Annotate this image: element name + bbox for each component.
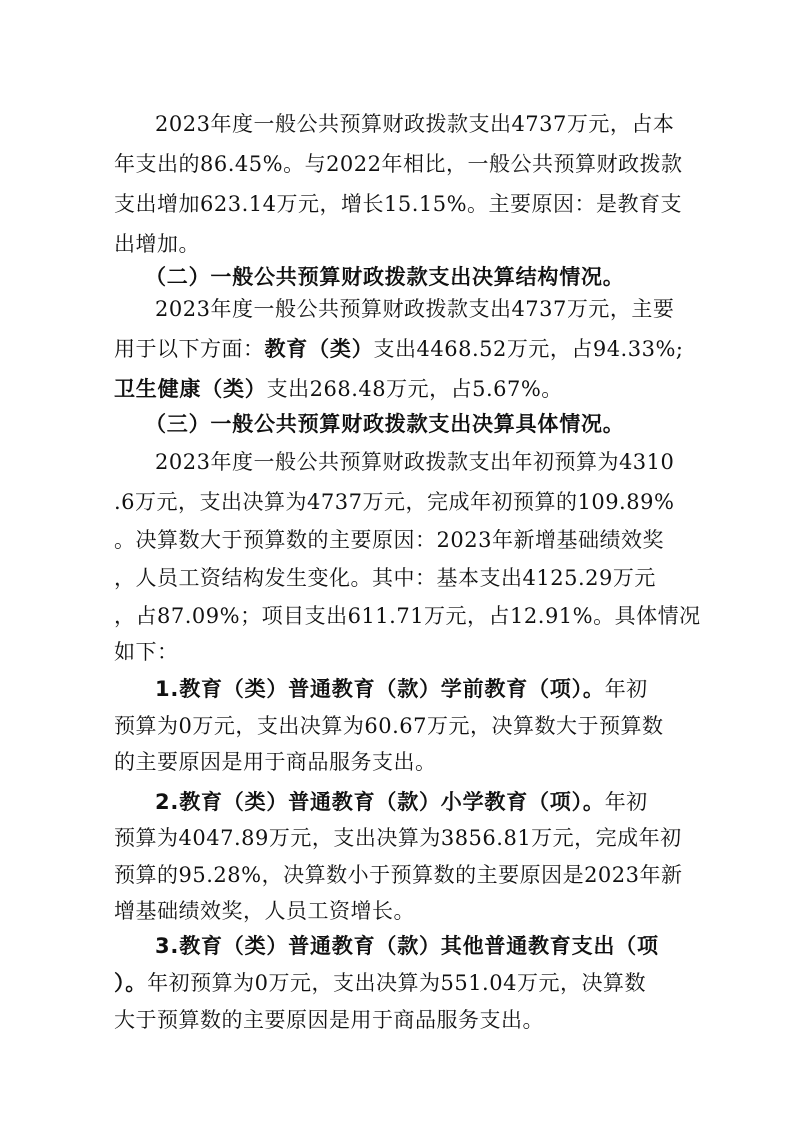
para2-line1: 2023年度一般公共预算财政拨款支出4737万元，主要: [155, 297, 675, 321]
item1-line3: 的主要原因是用于商品服务支出。: [114, 750, 437, 774]
item3-heading-end: ）。: [114, 971, 148, 995]
para2-line3-suffix: 支出268.48万元，占5.67%。: [266, 377, 563, 401]
para1-line4: 出增加。: [114, 232, 200, 256]
item3-line2: [114, 969, 646, 997]
para2-line2-prefix: 用于以下方面：: [114, 337, 265, 361]
item3-line2-suffix: 年初预算为0万元，支出决算为551.04万元，决算数: [147, 971, 646, 995]
para1-line2: 年支出的86.45%。与2022年相比，一般公共预算财政拨款: [114, 152, 683, 176]
item2-line1-suffix: 年初: [604, 790, 648, 814]
para2-line2-suffix: 支出4468.52万元，占94.33%;: [373, 337, 684, 361]
item2-line3: 预算的95.28%，决算数小于预算数的主要原因是2023年新: [114, 863, 683, 887]
para3-line1: 2023年度一般公共预算财政拨款支出年初预算为4310: [155, 450, 675, 474]
item2-line2: 预算为4047.89万元，支出决算为3856.81万元，完成年初: [114, 826, 682, 850]
para1-line3: 支出增加623.14万元，增长15.15%。主要原因：是教育支: [114, 192, 683, 216]
para3-line4: ，人员工资结构发生变化。其中：基本支出4125.29万元: [114, 566, 656, 590]
para3-line2: .6万元，支出决算为4737万元，完成年初预算的109.89%: [114, 490, 675, 514]
para2-category-education: 教育（类）: [264, 337, 374, 361]
item3-line3: 大于预算数的主要原因是用于商品服务支出。: [114, 1008, 544, 1032]
para2-line2: [114, 335, 684, 363]
section-heading-2: （二）一般公共预算财政拨款支出决算结构情况。: [145, 265, 625, 289]
para3-line6: 如下：: [114, 640, 179, 664]
section-heading-3: （三）一般公共预算财政拨款支出决算具体情况。: [145, 412, 625, 436]
item1-line1-suffix: 年初: [604, 677, 648, 701]
para1-line1: 2023年度一般公共预算财政拨款支出4737万元，占本: [155, 112, 675, 136]
para3-line3: 。决算数大于预算数的主要原因：2023年新增基础绩效奖: [114, 528, 664, 552]
para2-line3: [114, 375, 563, 403]
item1-heading: 1.教育（类）普通教育（款）学前教育（项）。: [155, 677, 605, 701]
item1-line1: [155, 675, 648, 703]
para3-line5: ，占87.09%；项目支出611.71万元，占12.91%。具体情况: [114, 604, 701, 628]
item2-heading: 2.教育（类）普通教育（款）小学教育（项）。: [155, 790, 605, 814]
item1-line2: 预算为0万元，支出决算为60.67万元，决算数大于预算数: [114, 714, 664, 738]
item3-heading: 3.教育（类）普通教育（款）其他普通教育支出（项: [155, 934, 659, 958]
para2-category-health: 卫生健康（类）: [114, 377, 267, 401]
item2-line4: 增基础绩效奖，人员工资增长。: [114, 899, 415, 923]
item2-line1: [155, 788, 648, 816]
